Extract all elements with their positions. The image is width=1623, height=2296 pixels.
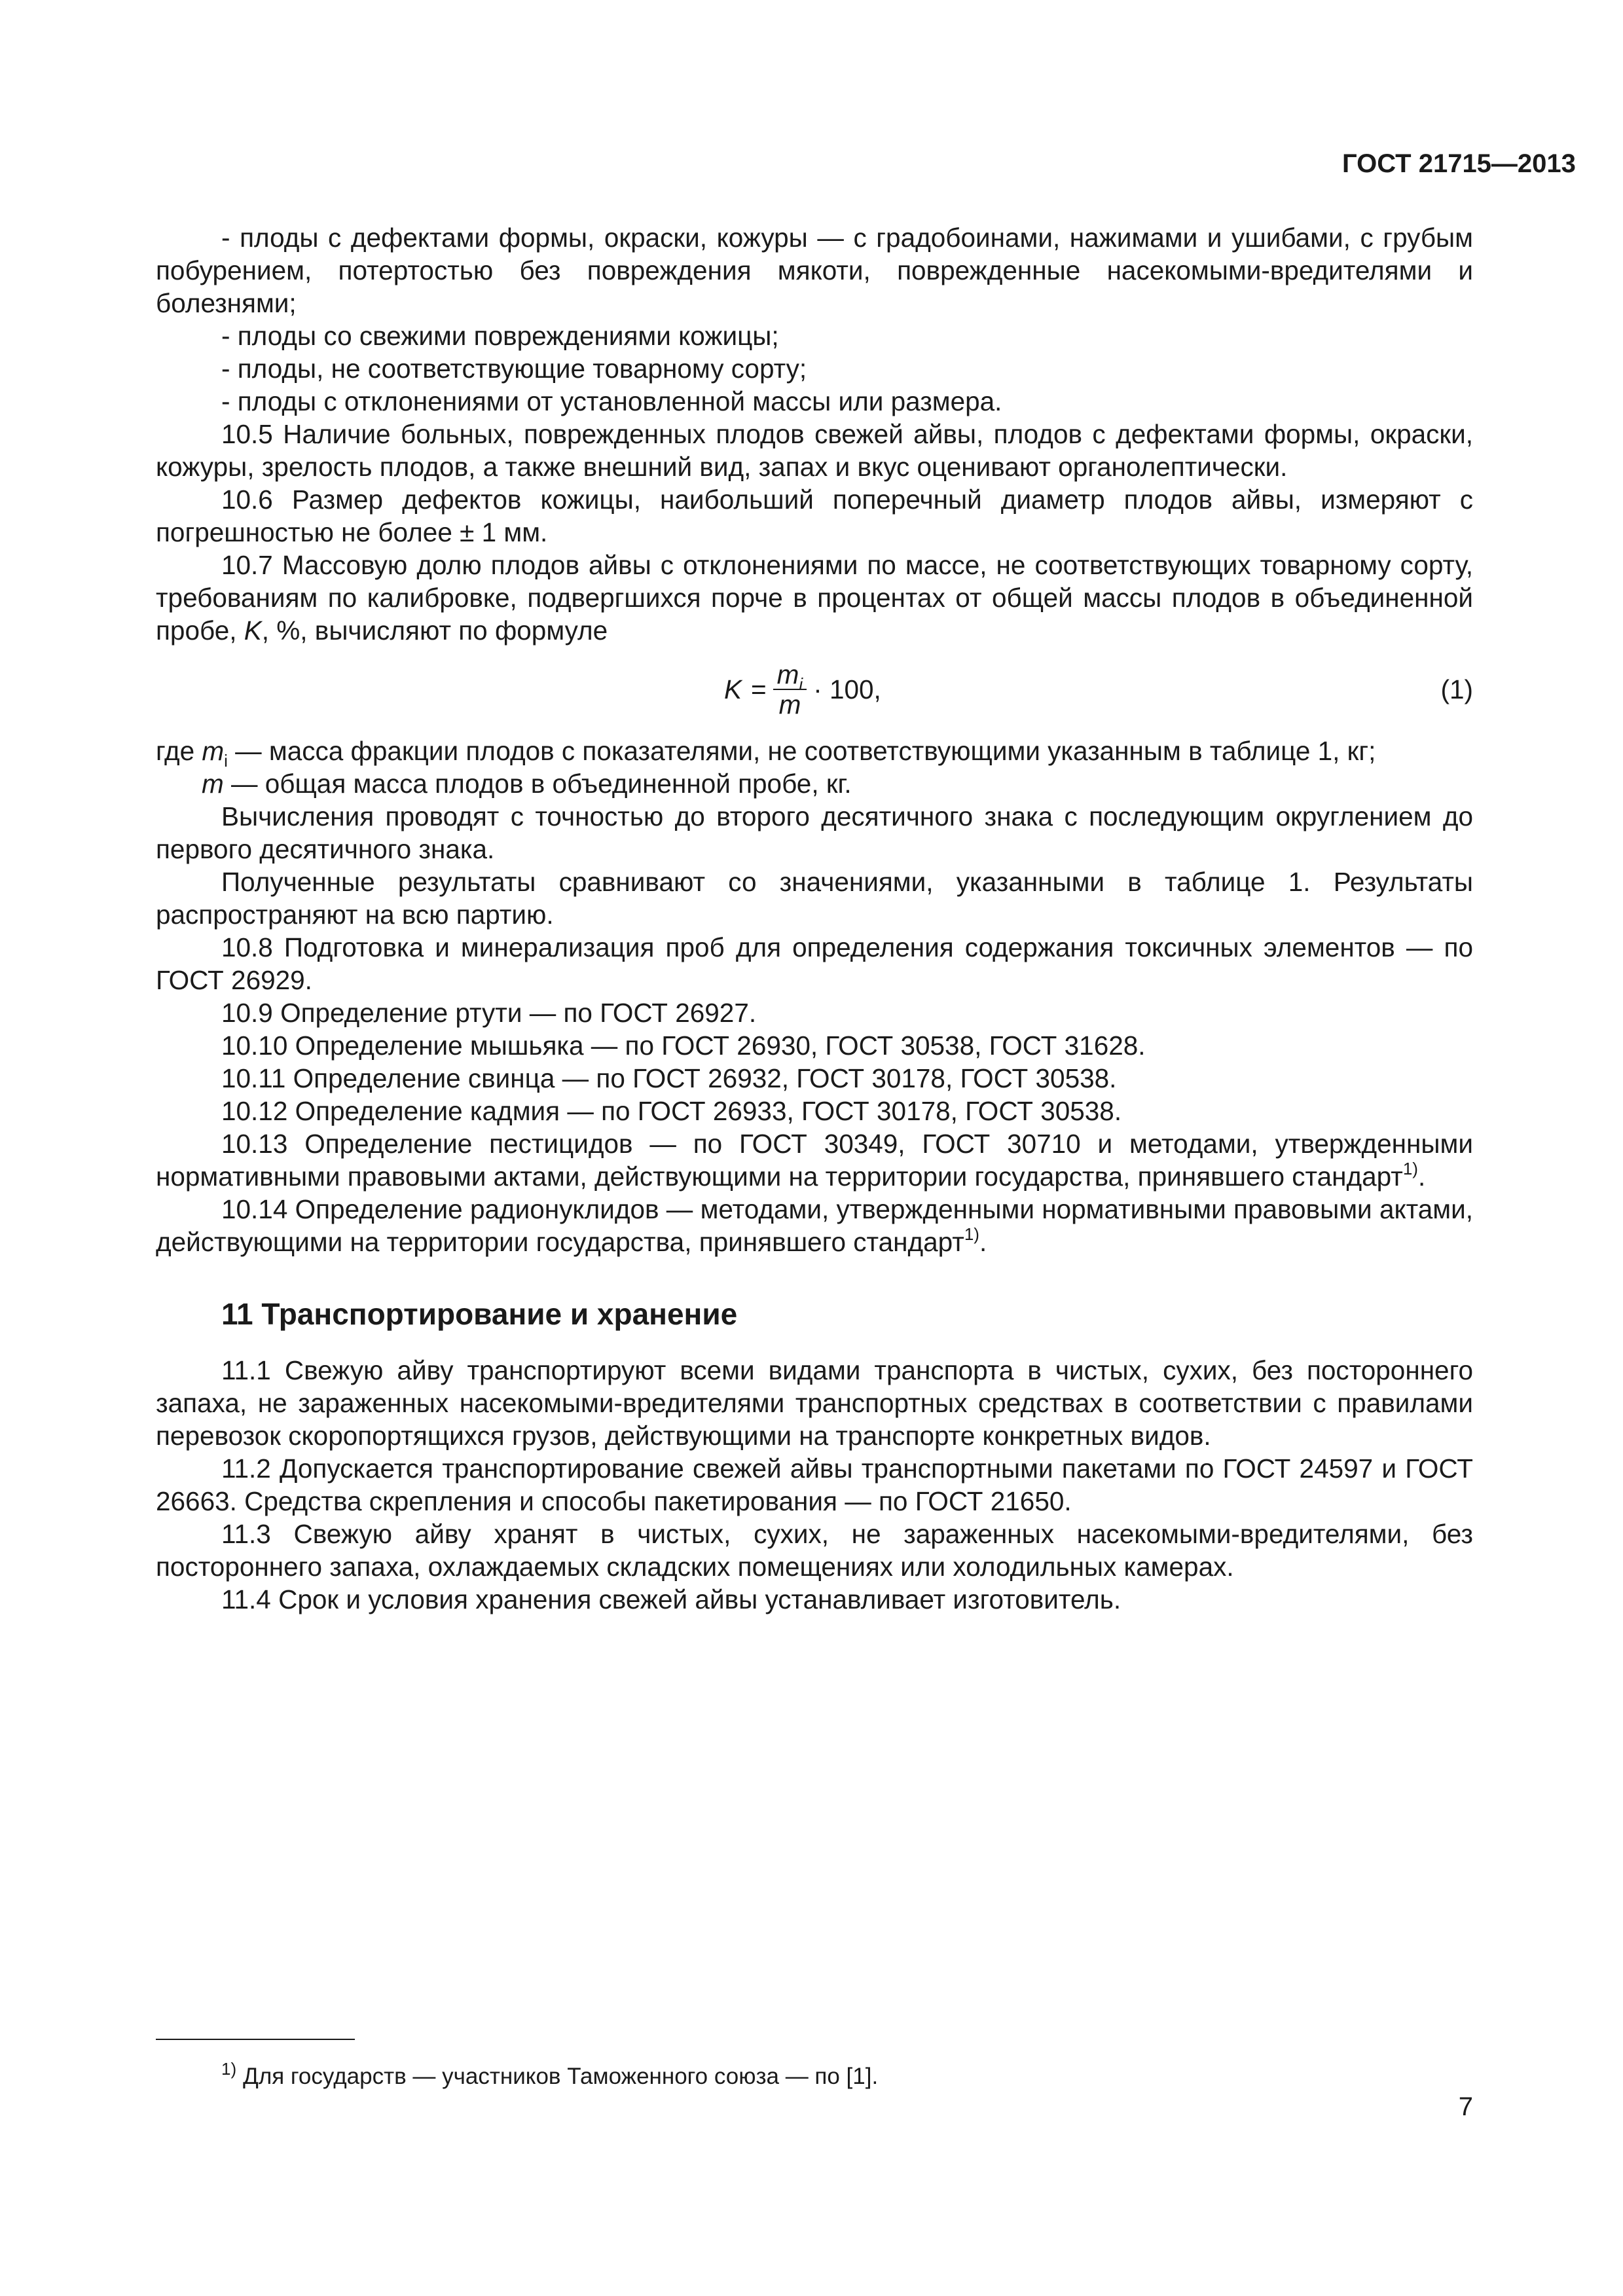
bullet-item: - плоды с дефектами формы, окраски, кожуры — с градобоинами, нажимами и ушибами, с грубым побурением, потертостью без повреждения мякоти, поврежденные насекомыми-вредителями и болезнями; [156,223,1473,318]
clause-10-13-end: . [1417,1161,1426,1192]
clause-10-11: 10.11 Определение свинца — по ГОСТ 26932, ГОСТ 30178, ГОСТ 30538. [221,1063,1117,1093]
bullet-item: - плоды с отклонениями от установленной массы или размера. [221,386,1002,416]
clause-10-13 [156,1127,1473,1193]
where-prefix: где [156,736,195,766]
where-mi-text: — масса фракции плодов с показателями, не соответствующими указанным в таблице 1, кг; [227,736,1376,766]
bullet-item: - плоды, не соответствующие товарному сорту; [221,354,807,384]
section-11-title: 11 Транспортирование и хранение [221,1297,738,1331]
clause-10-7 [156,549,1473,647]
formula-multiplier: · 100, [813,674,881,704]
clause-10-14 [156,1193,1473,1258]
where-mi-sub: i [224,751,228,771]
clause-10-9: 10.9 Определение ртути — по ГОСТ 26927. [221,998,757,1028]
formula-num-sub: i [799,674,803,694]
calc-precision-paragraph: Вычисления проводят с точностью до второго десятичного знака с последующим округлением до первого десятичного знака. [156,801,1473,864]
clause-10-14-text: 10.14 Определение радионуклидов — методами, утвержденными нормативными правовыми актами, действующими на территории государства, принявшего стандарт [156,1194,1473,1257]
where-mi-var: m [202,736,225,766]
where-mi [156,735,1473,771]
formula-num-var: m [776,659,799,689]
footnote-separator [156,2039,355,2040]
footnote-text: Для государств — участников Таможенного союза — по [1]. [243,2064,879,2089]
clause-10-5: 10.5 Наличие больных, поврежденных плодов свежей айвы, плодов с дефектами формы, окраски, кожуры, зрелость плодов, а также внешний вид, запах и вкус оценивают органолептически. [156,419,1473,482]
where-m-text: — общая масса плодов в объединенной пробе, кг. [223,769,852,799]
formula-lhs: K [724,674,742,704]
where-m-var: m [202,769,224,799]
bullet-item: - плоды со свежими повреждениями кожицы; [221,321,779,351]
formula-equals: = [751,674,767,704]
formula-numerator [773,659,807,694]
footnote-mark: 1) [221,2059,237,2079]
formula-number: (1) [1440,674,1473,704]
page-body [156,221,1473,1616]
clause-10-7-var: K [244,615,262,646]
document-header-standard: ГОСТ 21715—2013 [1342,149,1576,178]
results-paragraph: Полученные результаты сравнивают со значениями, указанными в таблице 1. Результаты распространяют на всю партию. [156,867,1473,930]
formula-expression [724,660,881,719]
clause-11-3: 11.3 Свежую айву хранят в чистых, сухих, не зараженных насекомыми-вредителями, без постороннего запаха, охлаждаемых складских помещениях или холодильных камерах. [156,1519,1473,1582]
footnote-ref: 1) [964,1224,979,1244]
clause-10-8: 10.8 Подготовка и минерализация проб для определения содержания токсичных элементов — по ГОСТ 26929. [156,932,1473,995]
clause-10-7-tail: , %, вычисляют по формуле [261,615,608,646]
clause-10-10: 10.10 Определение мышьяка — по ГОСТ 26930, ГОСТ 30538, ГОСТ 31628. [221,1030,1146,1061]
clause-11-1: 11.1 Свежую айву транспортируют всеми видами транспорта в чистых, сухих, без постороннего запаха, не зараженных насекомыми-вредителями транспортных средствах в соответствии с правилами перевозок скоропортящихся грузов, действующими на транспорте конкретных видов. [156,1355,1473,1451]
clause-10-14-end: . [979,1227,987,1257]
formula-fraction [773,660,807,719]
footnote [221,2054,878,2091]
where-m [156,767,1473,800]
clause-11-2: 11.2 Допускается транспортирование свежей айвы транспортными пакетами по ГОСТ 24597 и ГОСТ 26663. Средства скрепления и способы пакетирования — по ГОСТ 21650. [156,1453,1473,1516]
footnote-ref: 1) [1402,1159,1418,1178]
clause-10-7-text: 10.7 Массовую долю плодов айвы с отклонениями по массе, не соответствующих товарному сорту, требованиям по калибровке, подвергшихся порче в процентах от общей массы плодов в объединенной пробе, [156,550,1473,646]
clause-11-4: 11.4 Срок и условия хранения свежей айвы устанавливает изготовитель. [221,1584,1122,1614]
clause-10-6: 10.6 Размер дефектов кожицы, наибольший поперечный диаметр плодов айвы, измеряют с погрешностью не более ± 1 мм. [156,484,1473,547]
clause-10-13-text: 10.13 Определение пестицидов — по ГОСТ 30349, ГОСТ 30710 и методами, утвержденными нормативными правовыми актами, действующими на территории государства, принявшего стандарт [156,1129,1473,1192]
page-number: 7 [1458,2092,1473,2121]
clause-10-12: 10.12 Определение кадмия — по ГОСТ 26933, ГОСТ 30178, ГОСТ 30538. [221,1096,1122,1126]
formula-denominator: m [778,689,801,720]
formula-1 [156,651,1473,732]
